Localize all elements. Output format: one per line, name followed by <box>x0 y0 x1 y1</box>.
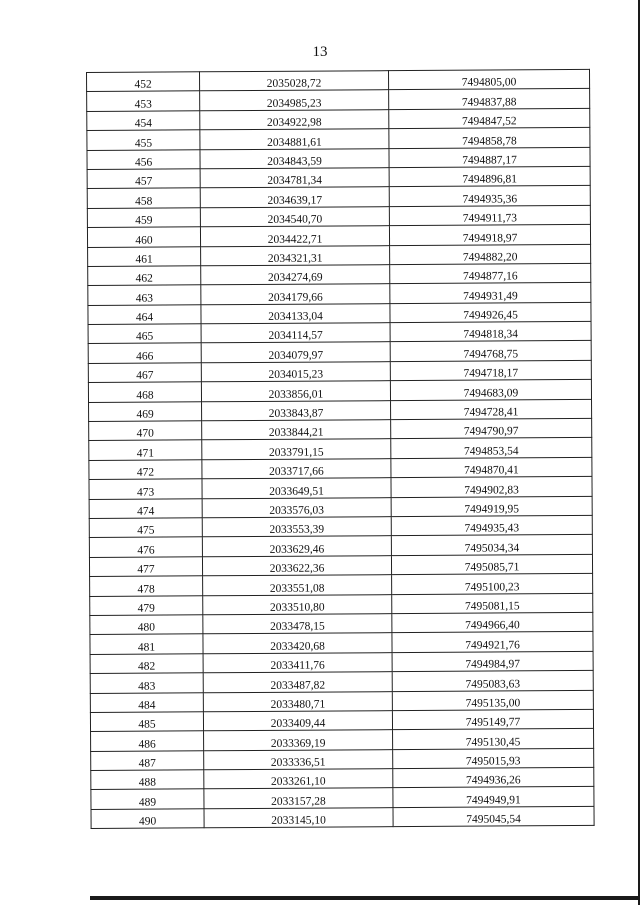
x-coordinate-cell: 2033510,80 <box>203 594 392 615</box>
x-coordinate-cell: 2034422,71 <box>200 226 389 247</box>
y-coordinate-cell: 7495130,45 <box>393 729 594 750</box>
y-coordinate-cell: 7494902,83 <box>391 477 592 498</box>
table-row <box>89 554 592 576</box>
table-row <box>87 166 590 188</box>
x-coordinate-cell: 2034114,57 <box>201 323 390 344</box>
table-row <box>87 225 590 247</box>
table-row <box>88 263 591 285</box>
table-row <box>91 767 594 789</box>
y-coordinate-cell: 7494935,43 <box>391 515 592 536</box>
x-coordinate-cell: 2034922,98 <box>200 109 389 130</box>
point-number-cell: 489 <box>91 789 204 809</box>
x-coordinate-cell: 2035028,72 <box>200 71 389 92</box>
table-row <box>88 321 591 343</box>
x-coordinate-cell: 2034540,70 <box>200 206 389 227</box>
table-row <box>90 612 593 634</box>
x-coordinate-cell: 2033843,87 <box>202 400 391 421</box>
table-row <box>87 186 590 208</box>
point-number-cell: 474 <box>89 498 202 518</box>
table-row <box>87 69 590 91</box>
point-number-cell: 487 <box>91 750 204 770</box>
point-number-cell: 482 <box>90 654 203 674</box>
x-coordinate-cell: 2034179,66 <box>201 284 390 305</box>
y-coordinate-cell: 7494847,52 <box>389 108 590 129</box>
point-number-cell: 486 <box>91 731 204 751</box>
y-coordinate-cell: 7494896,81 <box>389 166 590 187</box>
table-row <box>91 729 594 751</box>
x-coordinate-cell: 2033553,39 <box>202 517 391 538</box>
table-row <box>90 709 593 731</box>
y-coordinate-cell: 7494768,75 <box>390 341 591 362</box>
y-coordinate-cell: 7494728,41 <box>391 399 592 420</box>
table-row <box>88 380 591 402</box>
x-coordinate-cell: 2033420,68 <box>203 633 392 654</box>
table-row <box>87 147 590 169</box>
x-coordinate-cell: 2033844,21 <box>202 420 391 441</box>
point-number-cell: 478 <box>90 576 203 596</box>
x-coordinate-cell: 2034781,34 <box>200 168 389 189</box>
point-number-cell: 484 <box>90 692 203 712</box>
x-coordinate-cell: 2033145,10 <box>204 807 393 828</box>
y-coordinate-cell: 7494921,76 <box>392 632 593 653</box>
coordinates-table <box>86 69 595 829</box>
table-row <box>89 438 592 460</box>
x-coordinate-cell: 2033409,44 <box>203 711 392 732</box>
table-row <box>90 574 593 596</box>
y-coordinate-cell: 7494919,95 <box>391 496 592 517</box>
x-coordinate-cell: 2033629,46 <box>202 536 391 557</box>
y-coordinate-cell: 7495015,93 <box>393 748 594 769</box>
table-row <box>87 128 590 150</box>
x-coordinate-cell: 2034079,97 <box>201 342 390 363</box>
table-row <box>90 651 593 673</box>
point-number-cell: 490 <box>91 809 204 829</box>
y-coordinate-cell: 7494887,17 <box>389 147 590 168</box>
point-number-cell: 462 <box>88 266 201 286</box>
point-number-cell: 456 <box>87 149 200 169</box>
table-row <box>89 515 592 537</box>
y-coordinate-cell: 7495081,15 <box>392 593 593 614</box>
table-row <box>89 496 592 518</box>
point-number-cell: 475 <box>89 518 202 538</box>
scan-edge-bottom <box>90 896 640 900</box>
x-coordinate-cell: 2034639,17 <box>200 187 389 208</box>
y-coordinate-cell: 7494918,97 <box>389 225 590 246</box>
point-number-cell: 472 <box>89 460 202 480</box>
y-coordinate-cell: 7494818,34 <box>390 321 591 342</box>
y-coordinate-cell: 7495045,54 <box>393 806 594 827</box>
y-coordinate-cell: 7495083,63 <box>392 671 593 692</box>
table-row <box>88 360 591 382</box>
point-number-cell: 458 <box>87 188 200 208</box>
point-number-cell: 454 <box>87 111 200 131</box>
y-coordinate-cell: 7495100,23 <box>392 574 593 595</box>
x-coordinate-cell: 2033487,82 <box>203 672 392 693</box>
point-number-cell: 453 <box>87 91 200 111</box>
x-coordinate-cell: 2033411,76 <box>203 652 392 673</box>
point-number-cell: 485 <box>90 712 203 732</box>
table-row <box>89 535 592 557</box>
x-coordinate-cell: 2033336,51 <box>204 749 393 770</box>
x-coordinate-cell: 2034843,59 <box>200 148 389 169</box>
point-number-cell: 459 <box>87 208 200 228</box>
table-row <box>89 457 592 479</box>
point-number-cell: 477 <box>89 557 202 577</box>
table-row <box>90 593 593 615</box>
point-number-cell: 467 <box>88 363 201 383</box>
y-coordinate-cell: 7494853,54 <box>391 438 592 459</box>
point-number-cell: 457 <box>87 169 200 189</box>
point-number-cell: 476 <box>89 537 202 557</box>
y-coordinate-cell: 7495135,00 <box>392 690 593 711</box>
x-coordinate-cell: 2033369,19 <box>204 730 393 751</box>
point-number-cell: 460 <box>87 227 200 247</box>
x-coordinate-cell: 2033157,28 <box>204 788 393 809</box>
coordinates-table-body <box>87 69 595 828</box>
point-number-cell: 465 <box>88 324 201 344</box>
point-number-cell: 464 <box>88 304 201 324</box>
y-coordinate-cell: 7494718,17 <box>390 360 591 381</box>
x-coordinate-cell: 2033261,10 <box>204 769 393 790</box>
x-coordinate-cell: 2033649,51 <box>202 478 391 499</box>
table-row <box>88 244 591 266</box>
x-coordinate-cell: 2033478,15 <box>203 614 392 635</box>
table-row <box>88 341 591 363</box>
x-coordinate-cell: 2033717,66 <box>202 458 391 479</box>
point-number-cell: 480 <box>90 615 203 635</box>
y-coordinate-cell: 7494877,16 <box>390 263 591 284</box>
y-coordinate-cell: 7494790,97 <box>391 418 592 439</box>
table-row <box>88 283 591 305</box>
point-number-cell: 468 <box>88 382 201 402</box>
y-coordinate-cell: 7494949,91 <box>393 787 594 808</box>
x-coordinate-cell: 2034321,31 <box>201 245 390 266</box>
y-coordinate-cell: 7494882,20 <box>390 244 591 265</box>
x-coordinate-cell: 2033480,71 <box>203 691 392 712</box>
point-number-cell: 463 <box>88 285 201 305</box>
point-number-cell: 469 <box>89 401 202 421</box>
y-coordinate-cell: 7494931,49 <box>390 283 591 304</box>
table-row <box>87 89 590 111</box>
y-coordinate-cell: 7494870,41 <box>391 457 592 478</box>
y-coordinate-cell: 7494926,45 <box>390 302 591 323</box>
table-row <box>90 671 593 693</box>
table-row <box>91 787 594 809</box>
x-coordinate-cell: 2034015,23 <box>201 362 390 383</box>
y-coordinate-cell: 7494683,09 <box>390 380 591 401</box>
point-number-cell: 481 <box>90 634 203 654</box>
y-coordinate-cell: 7494858,78 <box>389 128 590 149</box>
table-row <box>87 205 590 227</box>
y-coordinate-cell: 7494805,00 <box>388 69 589 90</box>
y-coordinate-cell: 7495085,71 <box>391 554 592 575</box>
table-row <box>89 399 592 421</box>
point-number-cell: 455 <box>87 130 200 150</box>
coordinates-table-wrapper <box>86 69 591 829</box>
y-coordinate-cell: 7495149,77 <box>392 709 593 730</box>
point-number-cell: 471 <box>89 440 202 460</box>
table-row <box>91 748 594 770</box>
point-number-cell: 452 <box>87 72 200 92</box>
point-number-cell: 470 <box>89 421 202 441</box>
point-number-cell: 479 <box>90 595 203 615</box>
table-row <box>87 108 590 130</box>
table-row <box>89 418 592 440</box>
point-number-cell: 466 <box>88 343 201 363</box>
point-number-cell: 483 <box>90 673 203 693</box>
x-coordinate-cell: 2034274,69 <box>201 265 390 286</box>
y-coordinate-cell: 7494984,97 <box>392 651 593 672</box>
x-coordinate-cell: 2033622,36 <box>202 555 391 576</box>
table-row <box>91 806 594 828</box>
x-coordinate-cell: 2033856,01 <box>201 381 390 402</box>
y-coordinate-cell: 7494911,73 <box>389 205 590 226</box>
point-number-cell: 488 <box>91 770 204 790</box>
table-row <box>90 690 593 712</box>
x-coordinate-cell: 2033576,03 <box>202 497 391 518</box>
x-coordinate-cell: 2034133,04 <box>201 303 390 324</box>
point-number-cell: 473 <box>89 479 202 499</box>
x-coordinate-cell: 2033551,08 <box>203 575 392 596</box>
page-number: 13 <box>312 44 328 60</box>
y-coordinate-cell: 7494936,26 <box>393 767 594 788</box>
y-coordinate-cell: 7494837,88 <box>389 89 590 110</box>
table-row <box>89 477 592 499</box>
table-row <box>90 632 593 654</box>
point-number-cell: 461 <box>88 246 201 266</box>
y-coordinate-cell: 7494966,40 <box>392 612 593 633</box>
y-coordinate-cell: 7495034,34 <box>391 535 592 556</box>
x-coordinate-cell: 2033791,15 <box>202 439 391 460</box>
x-coordinate-cell: 2034985,23 <box>200 90 389 111</box>
y-coordinate-cell: 7494935,36 <box>389 186 590 207</box>
x-coordinate-cell: 2034881,61 <box>200 129 389 150</box>
table-row <box>88 302 591 324</box>
